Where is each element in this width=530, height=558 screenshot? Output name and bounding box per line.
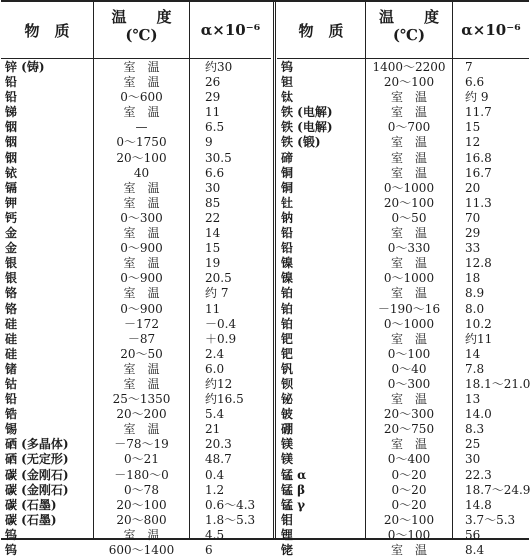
temperature-cell: 20～100 [116,150,167,165]
coefficient-cell: 25 [465,437,481,452]
table-row [1,422,271,437]
table-row [277,543,529,558]
material-cell: 铂 [281,301,294,316]
table-row [1,302,271,317]
table-row [1,256,271,271]
coefficient-cell: 0.6～4.3 [205,497,256,512]
temperature-cell: 室 温 [390,286,427,301]
table-row [277,105,529,120]
table-row [277,377,529,392]
coefficient-cell: ＋0.9 [205,331,237,346]
material-cell: 银 [5,271,18,286]
table-row [277,483,529,498]
material-cell: 硅 [5,346,18,361]
temperature-cell: 室 温 [123,60,160,74]
temperature-cell: 室 温 [390,105,427,120]
table-row [1,513,271,528]
table-row [1,543,271,558]
temperature-cell: 室 温 [390,543,427,557]
material-cell: 锰 γ [281,497,306,512]
coefficient-cell: 14.0 [465,407,492,422]
temperature-cell: 0～20 [391,482,427,497]
table-row [277,60,529,75]
coefficient-cell: 0.4 [205,467,225,482]
temperature-cell: －78～19 [114,437,169,452]
material-cell: 钛 [281,90,294,105]
coefficient-cell: 10.2 [465,316,492,331]
material-cell: 铁 (电解) [281,105,333,120]
table-row [277,513,529,528]
temperature-cell: 0～400 [387,452,431,467]
material-cell: 锗 [5,361,18,376]
coefficient-cell: 29 [465,226,481,241]
material-cell: 钯 [281,331,294,346]
material-cell: 铟 [5,120,18,135]
coefficient-cell: 70 [465,210,481,225]
table-row [1,437,271,452]
coefficient-cell: 1.2 [205,482,225,497]
temperature-cell: 20～200 [116,407,167,422]
coefficient-cell: 约 7 [205,286,229,301]
table-row [1,181,271,196]
material-cell: 铟 [5,135,18,150]
coefficient-cell: 14.8 [465,497,492,512]
table-header-right [277,2,529,59]
table-row [277,166,529,181]
temperature-cell: 20～800 [116,512,167,527]
coefficient-cell: 6.6 [205,165,225,180]
material-cell: 铜 [281,165,294,180]
coefficient-cell: 6.0 [205,361,225,376]
temperature-cell: 0～1000 [383,180,435,195]
material-cell: 镍 [281,256,294,271]
center-double-divider [273,2,276,538]
table-row [1,452,271,467]
temperature-cell: 20～100 [116,497,167,512]
material-cell: 锑 [5,105,18,120]
material-cell: 铁 (电解) [281,120,333,135]
table-row [277,468,529,483]
temperature-cell: 40 [133,165,150,180]
table-header-left [1,2,271,59]
coefficient-cell: 12.8 [465,256,492,271]
table-row [1,105,271,120]
table-row [1,60,271,75]
table-row [1,75,271,90]
material-cell: 镍 [281,271,294,286]
coefficient-cell: 11 [205,301,221,316]
temperature-cell: 0～600 [120,90,163,105]
expansion-coefficient-table [1,0,530,557]
material-cell: 锆 [5,407,18,422]
coefficient-cell: 11.7 [465,105,492,120]
coefficient-cell: 22.3 [465,467,492,482]
table-row [1,196,271,211]
table-row [1,407,271,422]
coefficient-cell: 30 [205,180,221,195]
temperature-cell: 室 温 [390,256,427,271]
material-cell: 硒 (多晶体) [5,437,69,452]
material-cell: 铂 [281,316,294,331]
table-row [277,90,529,105]
temperature-cell: 室 温 [123,180,160,195]
table-row [1,151,271,166]
table-row [277,135,529,150]
coefficient-cell: 30 [465,452,481,467]
temperature-cell: 0～1000 [383,271,435,286]
temperature-cell: 0～900 [120,241,163,256]
coefficient-cell: 约16.5 [205,392,244,407]
table-row [1,120,271,135]
material-cell: 铬 [5,301,18,316]
material-cell: 铅 [5,75,18,90]
material-cell: 钴 [5,376,18,391]
table-right-half [277,2,530,557]
temperature-cell: 室 温 [123,361,160,376]
coefficient-cell: 7.8 [465,361,485,376]
temperature-cell: 0～1000 [383,316,435,331]
material-cell: 钨 [281,60,294,74]
temperature-cell: 室 温 [390,90,427,105]
temperature-cell: 室 温 [390,226,427,241]
header-coefficient-label: α×10⁻⁶ [200,21,261,39]
table-row [277,241,529,256]
temperature-cell: －87 [127,331,156,346]
coefficient-cell: 20 [465,180,481,195]
coefficient-cell: 2.4 [205,346,225,361]
temperature-cell: 0～20 [391,467,427,482]
coefficient-cell: 8.9 [465,286,485,301]
coefficient-cell: 19 [205,256,221,271]
temperature-cell: 室 温 [123,422,160,437]
temperature-cell: 0～330 [387,241,431,256]
coefficient-cell: 48.7 [205,452,232,467]
coefficient-cell: 5.4 [205,407,225,422]
coefficient-cell: 14 [205,226,221,241]
coefficient-cell: 20.5 [205,271,232,286]
table-row [277,271,529,286]
temperature-cell: 20～50 [120,346,163,361]
material-cell: 铂 [281,286,294,301]
header-coefficient-label: α×10⁻⁶ [461,21,521,39]
material-cell: 金 [5,226,18,241]
temperature-cell: 室 温 [390,135,427,150]
material-cell: 铬 [5,286,18,301]
material-cell: 硅 [5,331,18,346]
table-row [277,422,529,437]
table-row [277,392,529,407]
material-cell: 碳 (金刚石) [5,467,69,482]
table-row [277,407,529,422]
material-cell: 金 [5,241,18,256]
table-row [1,317,271,332]
material-cell: 硅 [5,316,18,331]
material-cell: 硼 [281,422,294,437]
material-cell: 锰 α [281,467,307,482]
material-cell: 铅 [281,241,294,256]
coefficient-cell: 16.8 [465,150,492,165]
temperature-cell: 20～300 [383,407,435,422]
coefficient-cell: 8.3 [465,422,485,437]
table-row [277,332,529,347]
table-row [1,211,271,226]
temperature-cell: 20～100 [383,195,435,210]
coefficient-cell: 56 [465,527,481,542]
material-cell: 铅 [5,90,18,105]
temperature-cell: 0～100 [387,346,431,361]
temperature-cell: 室 温 [390,165,427,180]
temperature-cell: 0～1750 [116,135,167,150]
table-row [277,302,529,317]
header-material-label: 物 质 [24,21,70,40]
table-row [1,377,271,392]
table-row [277,226,529,241]
header-material [1,2,93,58]
table-row [1,135,271,150]
coefficient-cell: 11 [205,105,221,120]
table-row [1,392,271,407]
temperature-cell: 室 温 [123,376,160,391]
coefficient-cell: 1.8～5.3 [205,512,256,527]
temperature-cell: 室 温 [390,392,427,407]
table-row [277,256,529,271]
header-temperature-unit: (℃) [125,26,158,44]
coefficient-cell: 29 [205,90,221,105]
table-row [1,226,271,241]
coefficient-cell: 26 [205,75,221,90]
table-row [277,452,529,467]
coefficient-cell: 14 [465,346,481,361]
temperature-cell: 室 温 [390,437,427,452]
material-cell: 钒 [281,361,294,376]
coefficient-cell: 18.7～24.9 [465,482,530,497]
header-temperature [366,2,452,58]
table-row [277,362,529,377]
table-row [277,151,529,166]
temperature-cell: 0～700 [387,120,431,135]
temperature-cell: 室 温 [390,150,427,165]
coefficient-cell: 7 [465,60,473,74]
table-row [277,196,529,211]
temperature-cell: 0～40 [391,361,427,376]
material-cell: 铑 [281,543,294,557]
temperature-cell: 室 温 [123,226,160,241]
coefficient-cell: 8.0 [465,301,485,316]
table-body-right [277,60,529,558]
temperature-cell: 室 温 [123,195,160,210]
coefficient-cell: 11.3 [465,195,492,210]
material-cell: 碳 (金刚石) [5,482,69,497]
coefficient-cell: 13 [465,392,481,407]
temperature-cell: 20～750 [383,422,435,437]
table-row [277,317,529,332]
temperature-cell: －180～0 [114,467,169,482]
table-row [1,286,271,301]
table-row [1,498,271,513]
material-cell: 碳 (石墨) [5,512,57,527]
temperature-cell: 室 温 [123,105,160,120]
temperature-cell: 0～20 [391,497,427,512]
temperature-cell: 0～300 [387,376,431,391]
table-left-half [1,2,271,557]
temperature-cell: 室 温 [123,286,160,301]
material-cell: 银 [5,256,18,271]
table-row [1,332,271,347]
material-cell: 镉 [5,180,18,195]
material-cell: 钨 [5,527,18,542]
header-coefficient [453,2,529,58]
material-cell: 硒 (无定形) [5,452,69,467]
table-row [277,181,529,196]
material-cell: 锰 β [281,482,306,497]
table-row [277,120,529,135]
coefficient-cell: 约12 [205,376,233,391]
temperature-cell: －172 [124,316,159,331]
table-row [277,211,529,226]
material-cell: 铋 [281,392,294,407]
header-material [277,2,365,58]
temperature-cell: 1400～2200 [372,60,446,74]
table-row [1,166,271,181]
material-cell: 锡 [5,422,18,437]
material-cell: 铱 [5,165,18,180]
coefficient-cell: 9 [205,135,213,150]
temperature-cell: 20～100 [383,75,435,90]
temperature-cell: 25～1350 [112,392,171,407]
temperature-cell: 室 温 [123,75,160,90]
material-cell: 铁 (锻) [281,135,321,150]
coefficient-cell: 30.5 [205,150,232,165]
coefficient-cell: －0.4 [205,316,237,331]
coefficient-cell: 6.5 [205,120,225,135]
material-cell: 铟 [5,150,18,165]
header-temperature-label: 温 度 [378,8,439,26]
coefficient-cell: 8.4 [465,543,485,557]
material-cell: 钾 [5,195,18,210]
material-cell: 钼 [281,512,294,527]
coefficient-cell: 33 [465,241,481,256]
material-cell: 钙 [5,210,18,225]
temperature-cell: 室 温 [123,527,160,542]
material-cell: 钯 [281,346,294,361]
coefficient-cell: 85 [205,195,221,210]
temperature-cell: 20～100 [383,512,435,527]
table-row [1,468,271,483]
temperature-cell: 室 温 [123,256,160,271]
coefficient-cell: 22 [205,210,221,225]
coefficient-cell: 18.1～21.0 [465,376,530,391]
temperature-cell: — [135,120,148,135]
temperature-cell: 0～900 [120,271,163,286]
material-cell: 铍 [281,407,294,422]
material-cell: 碳 (石墨) [5,497,57,512]
table-row [1,347,271,362]
material-cell: 锌 (铸) [5,60,45,74]
coefficient-cell: 12 [465,135,481,150]
coefficient-cell: 18 [465,271,481,286]
material-cell: 铜 [281,180,294,195]
coefficient-cell: 约 9 [465,90,489,105]
header-temperature-unit: (℃) [392,26,426,44]
material-cell: 铅 [5,392,18,407]
material-cell: 钽 [281,75,294,90]
temperature-cell: 0～900 [120,301,163,316]
table-row [277,286,529,301]
coefficient-cell: 6.6 [465,75,485,90]
coefficient-cell: 15 [465,120,481,135]
coefficient-cell: 15 [205,241,221,256]
temperature-cell: 0～21 [124,452,159,467]
coefficient-cell: 约11 [465,331,493,346]
temperature-cell: 0～78 [124,482,159,497]
material-cell: 碲 [281,150,294,165]
coefficient-cell: 6 [205,543,213,557]
material-cell: 镁 [281,437,294,452]
temperature-cell: 0～100 [387,527,431,542]
temperature-cell: 室 温 [390,331,427,346]
coefficient-cell: 4.5 [205,527,225,542]
table-row [277,75,529,90]
temperature-cell: 0～50 [391,210,427,225]
table-body-left [1,60,271,558]
table-row [1,362,271,377]
material-cell: 钨 [5,543,18,557]
coefficient-cell: 3.7～5.3 [465,512,516,527]
material-cell: 锂 [281,527,294,542]
coefficient-cell: 约30 [205,60,233,74]
material-cell: 铅 [281,226,294,241]
material-cell: 镁 [281,452,294,467]
material-cell: 钡 [281,376,294,391]
table-row [277,437,529,452]
table-row [1,271,271,286]
material-cell: 钍 [281,195,294,210]
temperature-cell: －190～16 [377,301,441,316]
header-temperature-label: 温 度 [111,8,172,26]
header-material-label: 物 质 [298,21,344,40]
material-cell: 钠 [281,210,294,225]
table-row [1,90,271,105]
table-row [1,241,271,256]
coefficient-cell: 20.3 [205,437,232,452]
table-row [277,498,529,513]
table-row [1,483,271,498]
header-temperature [94,2,189,58]
coefficient-cell: 16.7 [465,165,492,180]
table-row [277,347,529,362]
header-coefficient [190,2,271,58]
temperature-cell: 0～300 [120,210,163,225]
temperature-cell: 600～1400 [108,543,175,557]
table-row [1,528,271,543]
coefficient-cell: 21 [205,422,221,437]
table-row [277,528,529,543]
